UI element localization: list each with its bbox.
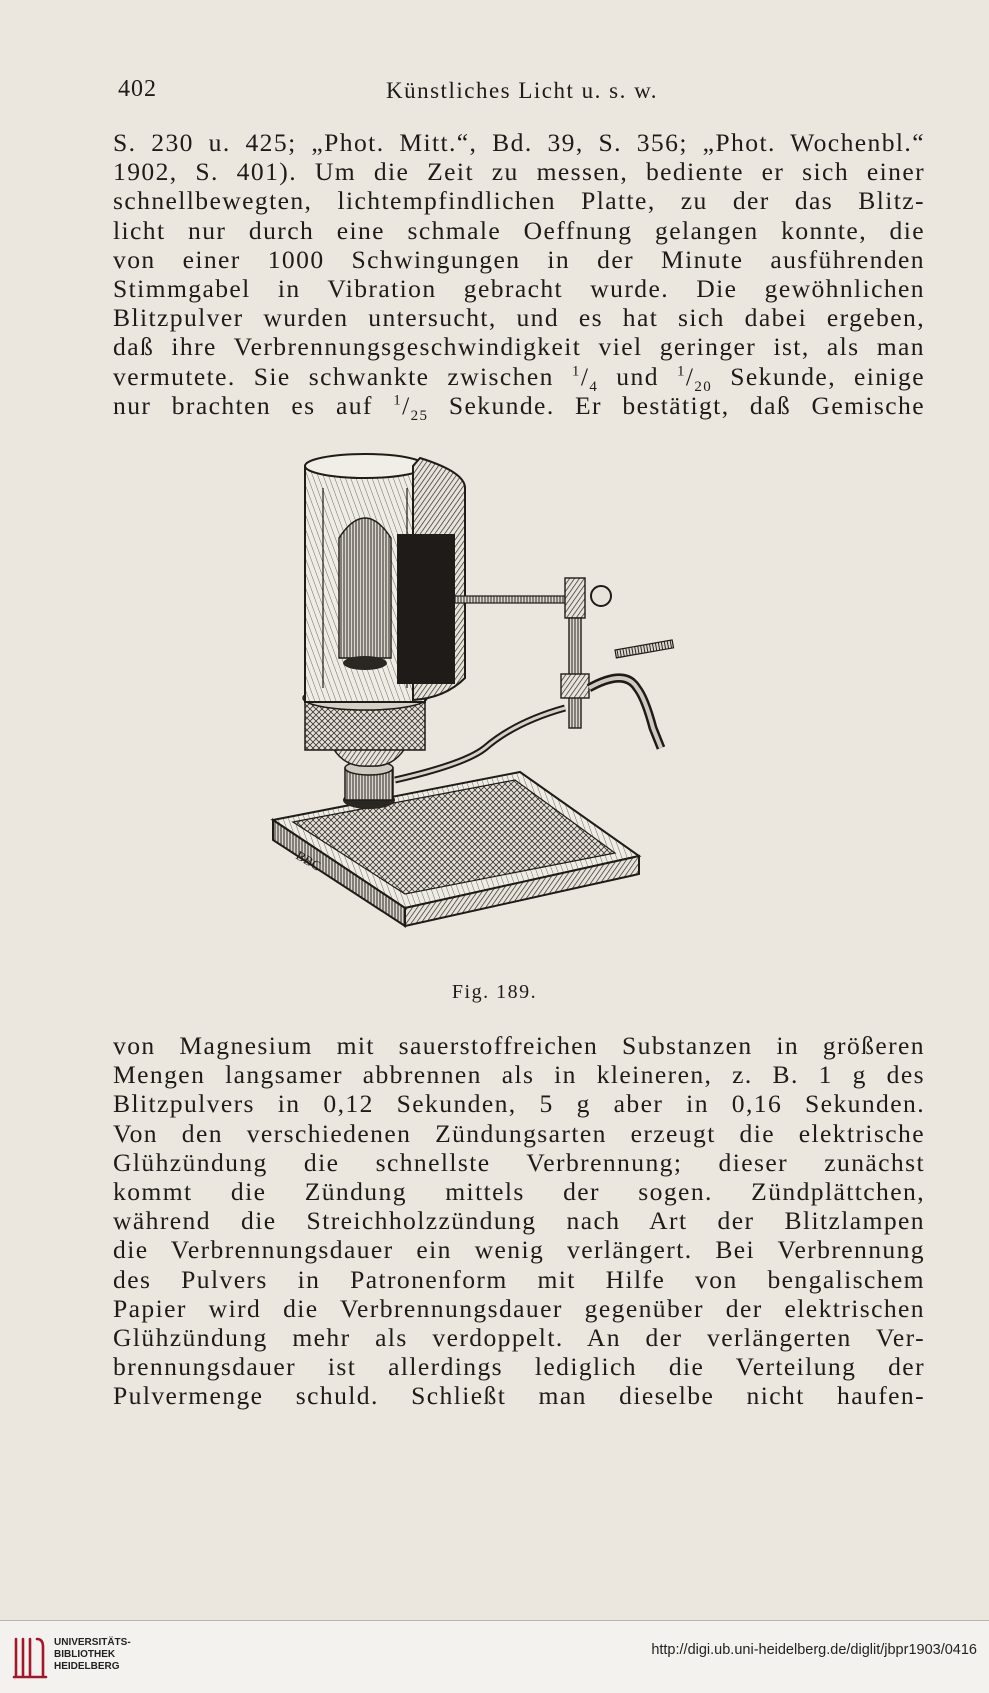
text-line: kommt die Zündung mittels der sogen. Zündplättchen, xyxy=(113,1176,925,1206)
lamp-base xyxy=(303,686,427,809)
text-run: vermutete. Sie schwankte zwischen xyxy=(113,361,554,391)
text-line: des Pulvers in Patronenform mit Hilfe von bengalischem xyxy=(113,1264,925,1294)
fraction: $^1/_{20}$ xyxy=(676,361,713,395)
text-line: 1902, S. 401). Um die Zeit zu messen, bediente er sich einer xyxy=(113,157,925,187)
page-number: 402 xyxy=(118,76,157,102)
fraction: $^1/_{25}$ xyxy=(393,390,429,424)
text-line: von Magnesium mit sauerstoffreichen Substanzen in größeren xyxy=(113,1031,925,1060)
figure-caption: Fig. 189. xyxy=(451,981,538,1003)
fraction-denominator: 25 xyxy=(410,407,429,424)
text-line: Blitzpulvers in 0,12 Sekunden, 5 g aber in 0,16 Sekunden. xyxy=(113,1089,925,1119)
text-run: Sekunde, einige xyxy=(730,361,925,391)
text-run: und xyxy=(616,361,659,391)
source-url-link[interactable]: http://digi.ub.uni-heidelberg.de/diglit/jbpr1903/0416 xyxy=(651,1642,977,1658)
text-line: Blitzpulver wurden untersucht, und es hat sich dabei ergeben, xyxy=(113,303,925,333)
top-paragraph xyxy=(113,128,925,424)
fraction-denominator: 4 xyxy=(589,378,599,395)
text-run: Sekunde. Er bestätigt, daß Gemische xyxy=(448,390,925,420)
text-line: Stimmgabel in Vibration gebracht wurde. Die gewöhnlichen xyxy=(113,273,925,303)
text-line xyxy=(113,390,925,424)
fraction-numerator: 1 xyxy=(393,392,403,409)
footer-bar xyxy=(0,1621,989,1693)
text-line: Glühzündung die schnellste Verbrennung; dieser zunächst xyxy=(113,1147,925,1177)
text-line: licht nur durch eine schmale Oeffnung gelangen konnte, die xyxy=(113,215,925,245)
running-title: Künstliches Licht u. s. w. xyxy=(386,78,658,103)
text-line: Von den verschiedenen Zündungsarten erzeugt die elektrische xyxy=(113,1118,925,1148)
bottom-paragraph xyxy=(113,1031,925,1410)
library-name-line: BIBLIOTHEK xyxy=(54,1649,116,1660)
page-header xyxy=(118,76,919,106)
library-name-line: HEIDELBERG xyxy=(54,1661,120,1672)
text-line: von einer 1000 Schwingungen in der Minute ausführenden xyxy=(113,244,925,274)
library-name-line: UNIVERSITÄTS- xyxy=(54,1637,131,1648)
engraver-mark: BBC xyxy=(293,847,324,874)
figure-illustration xyxy=(265,448,745,938)
text-line: schnellbewegten, lichtempfindlichen Platte, zu der das Blitz- xyxy=(113,186,925,216)
text-line: daß ihre Verbrennungsgeschwindigkeit viel geringer ist, als man xyxy=(113,332,925,362)
library-name xyxy=(54,1637,131,1673)
text-line: Mengen langsamer abbrennen als in kleineren, z. B. 1 g des xyxy=(113,1060,925,1090)
fraction: $^1/_4$ xyxy=(571,361,599,395)
fraction-denominator: 20 xyxy=(694,378,713,395)
text-line: Pulvermenge schuld. Schließt man dieselbe nicht haufen- xyxy=(113,1381,925,1411)
text-line xyxy=(113,361,925,395)
tray xyxy=(273,772,639,926)
text-line: brennungsdauer ist allerdings lediglich die Verteilung der xyxy=(113,1352,925,1382)
fraction-numerator: 1 xyxy=(571,362,581,379)
text-line: die Verbrennungsdauer ein wenig verlängert. Bei Verbrennung xyxy=(113,1235,925,1265)
library-logo-icon xyxy=(12,1635,48,1679)
text-line: während die Streichholzzündung nach Art der Blitzlampen xyxy=(113,1206,925,1236)
fraction-numerator: 1 xyxy=(676,362,686,379)
text-run: nur brachten es auf xyxy=(113,390,373,420)
text-line: S. 230 u. 425; „Phot. Mitt.“, Bd. 39, S. 356; „Phot. Wochenbl.“ xyxy=(113,128,925,157)
text-line: Glühzündung mehr als verdoppelt. An der verlängerten Ver- xyxy=(113,1322,925,1352)
text-line: Papier wird die Verbrennungsdauer gegenüber der elektrischen xyxy=(113,1293,925,1323)
